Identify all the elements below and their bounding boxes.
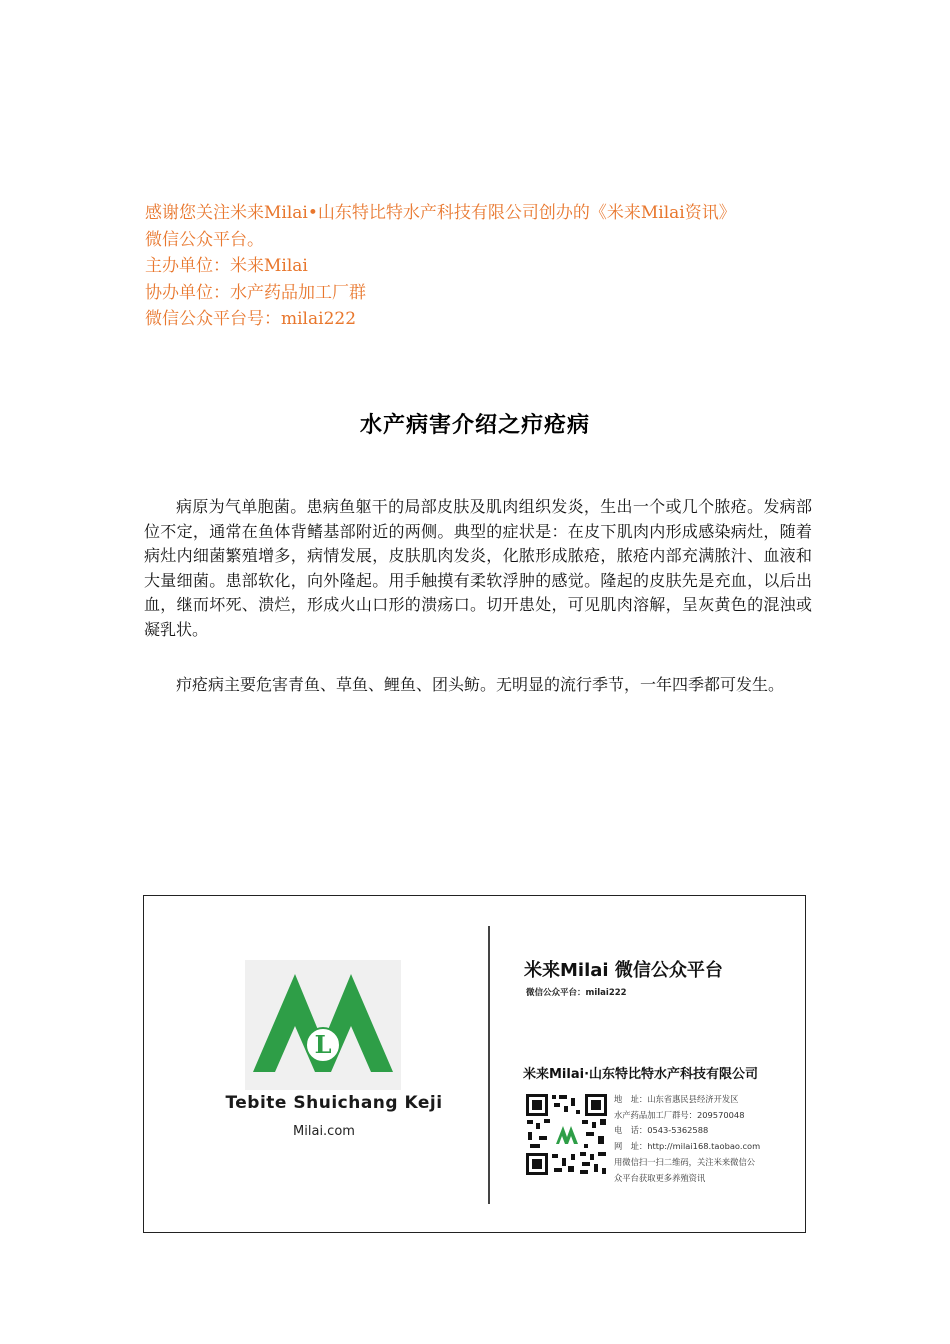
article-paragraph-2: 疖疮病主要危害青鱼、草鱼、鲤鱼、团头鲂。无明显的流行季节，一年四季都可发生。 [176,675,785,694]
article-paragraph-1: 病原为气单胞菌。患病鱼躯干的局部皮肤及肌肉组织发炎，生出一个或几个脓疮。发病部位不定，通常在鱼体背鳍基部附近的两侧。典型的症状是：在皮下肌肉内形成感染病灶，随着病灶内细菌繁殖增多，病情发展，皮肤肌肉发炎，化脓形成脓疮，脓疮内部充满脓汁、血液和大量细菌。患部软化，向外隆起。用手触摸有柔软浮肿的感觉。隆起的皮肤先是充血，以后出血，继而坏死、溃烂，形成火山口形的溃疡口。切开患处，可见肌肉溶解，呈灰黄色的混浊或凝乳状。 [144,497,812,639]
intro-line-1: 感谢您关注米来Milai•山东特比特水产科技有限公司创办的《米来Milai资讯》 [145,203,736,223]
business-card [143,895,806,1233]
company-logo [245,960,401,1090]
contact-address: 地 址：山东省惠民县经济开发区 [614,1094,739,1104]
logo-mountain-icon [245,960,401,1090]
logo-letter: L [314,1030,332,1059]
platform-title: 米来Milai 微信公众平台 [524,960,723,981]
article-title: 水产病害介绍之疖疮病 [359,412,590,438]
qr-code-icon [524,1092,609,1177]
card-divider [488,926,490,1204]
intro-host: 主办单位：米来Milai [145,256,308,276]
scan-hint-2: 众平台获取更多养殖资讯 [614,1172,706,1183]
platform-account: 微信公众平台：milai222 [526,988,627,998]
contact-group: 水产药品加工厂群号：209570048 [614,1109,745,1120]
intro-account: 微信公众平台号：milai222 [145,309,357,329]
company-website: Milai.com [293,1124,355,1139]
intro-block [145,200,825,333]
contact-info [614,1092,809,1186]
intro-co-host: 协办单位：水产药品加工厂群 [145,282,366,303]
intro-line-2: 微信公众平台。 [145,229,264,250]
company-chinese-name: 米来Milai·山东特比特水产科技有限公司 [523,1067,759,1082]
scan-hint-1: 用微信扫一扫二维码，关注米来微信公 [614,1156,756,1167]
contact-site: 网 址：http://milai168.taobao.com [614,1141,761,1152]
contact-phone: 电 话：0543-5362588 [614,1125,709,1136]
company-english-name: Tebite Shuichang Keji [225,1093,443,1113]
